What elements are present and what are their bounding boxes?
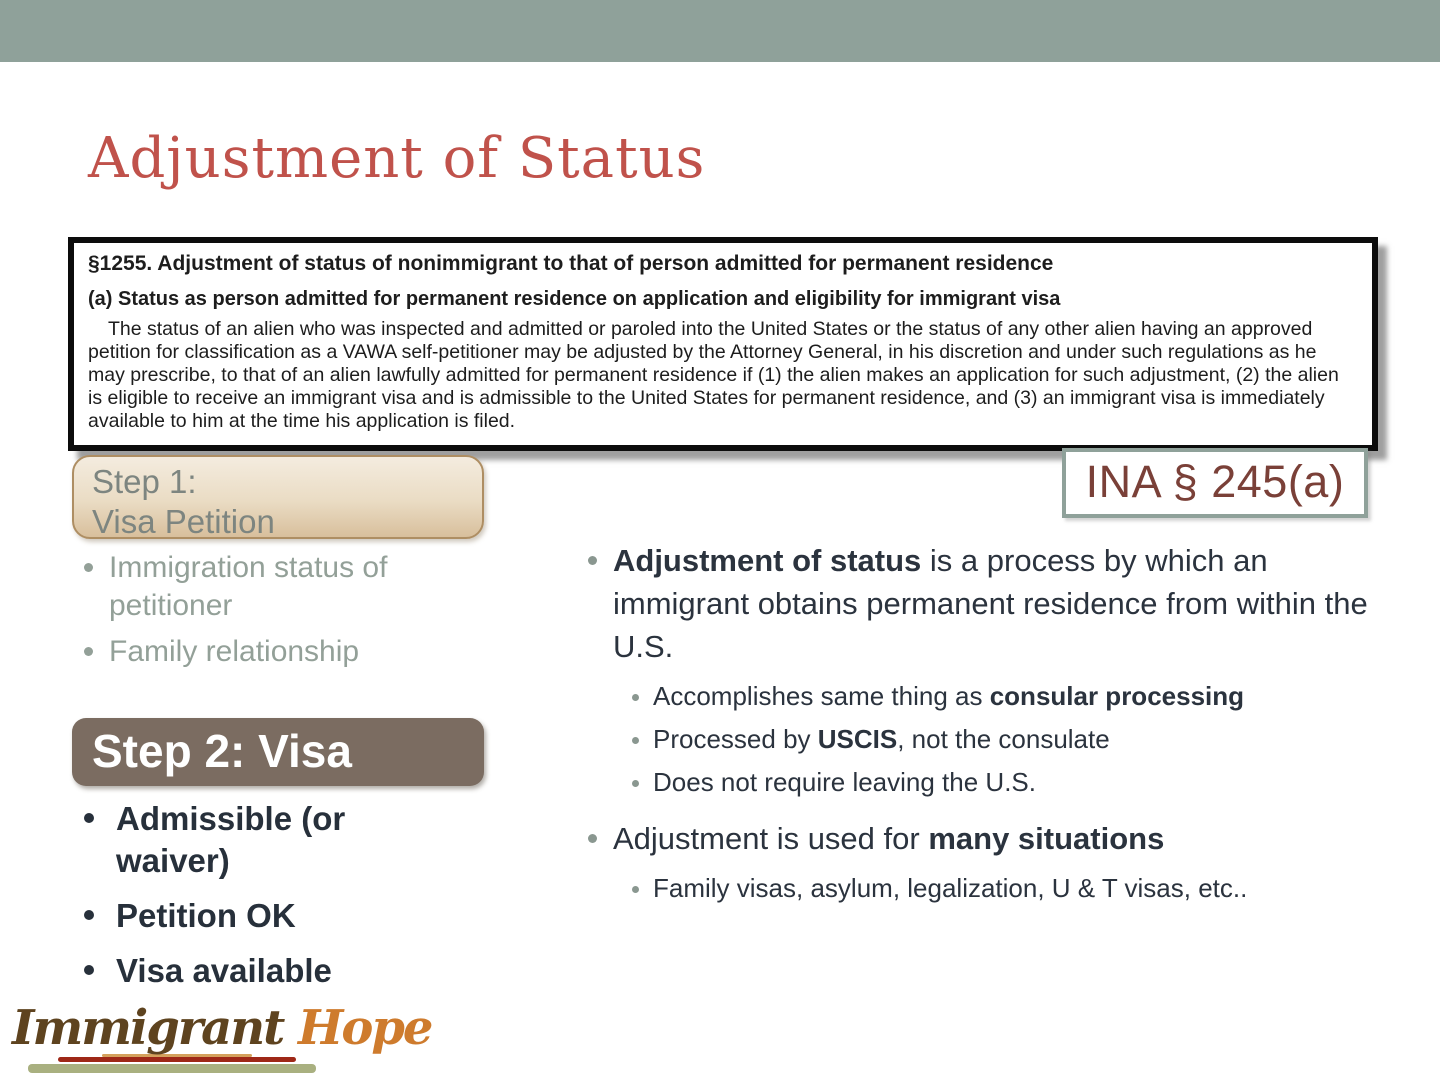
logo-text [12, 1000, 431, 1056]
step1-list [84, 549, 462, 680]
bullet-icon [84, 647, 93, 656]
text-segment: , not the consulate [897, 724, 1110, 755]
bullet-icon [84, 563, 93, 572]
bullet-icon [632, 694, 639, 701]
text-segment: Accomplishes same thing as [653, 681, 990, 712]
discussion-list [588, 540, 1390, 915]
text-segment: Processed by [653, 724, 818, 755]
discussion-point [588, 540, 1390, 668]
bullet-text: Admissible (or waiver) [116, 800, 346, 879]
point-text [613, 540, 1390, 668]
text-segment: Does not require leaving the U.S. [653, 766, 1036, 797]
step1-title-line2: Visa Petition [92, 503, 275, 541]
statute-heading: §1255. Adjustment of status of nonimmigrant to that of person admitted for permanent residence [88, 252, 1054, 275]
ina-badge: INA § 245(a) [1062, 448, 1368, 518]
list-item [632, 723, 1390, 757]
step1-title-line1: Step 1: [92, 463, 197, 500]
list-item [632, 680, 1390, 714]
step1-box [72, 455, 484, 539]
list-item [84, 950, 414, 992]
text-segment: is a process by which an immigrant obtains permanent residence from within the U.S. [613, 543, 1368, 664]
list-item [84, 798, 414, 882]
bullet-text: Petition OK [116, 896, 296, 934]
immigrant-hope-logo [12, 1000, 432, 1078]
bullet-icon [632, 886, 639, 893]
bullet-icon [84, 910, 94, 920]
text-segment-bold: consular processing [989, 681, 1245, 712]
discussion-point [588, 818, 1390, 861]
top-band [0, 0, 1440, 62]
bullet-text [653, 766, 1036, 800]
bullet-icon [84, 965, 94, 975]
statute-body: The status of an alien who was inspected and admitted or paroled into the United States or the status of any other alien having an approved petition for classification as a VAWA self-petitioner may be adjusted by the Attorney General, in his discretion and under such regulations as he may prescribe, to that of an alien lawfully admitted for permanent residence if (1) the alien makes an application for such adjustment, (2) the alien is eligible to receive an immigrant visa and is admissible to the United States for permanent residence, and (3) an immigrant visa is immediately available to him at the time his application is filed. [88, 318, 1339, 432]
list-item [84, 549, 462, 624]
step2-box: Step 2: Visa [72, 718, 484, 786]
bullet-text [653, 723, 1110, 757]
logo-underline-green [28, 1064, 316, 1073]
sub-list [588, 872, 1390, 906]
page-title: Adjustment of Status [88, 126, 706, 191]
bullet-text: Visa available [116, 951, 332, 989]
bullet-icon [588, 556, 597, 565]
logo-underline-red [58, 1057, 296, 1062]
list-item [84, 633, 462, 671]
list-item [632, 872, 1390, 906]
bullet-text [653, 680, 1244, 714]
sub-list [588, 680, 1390, 799]
text-segment-bold: Adjustment of status [613, 543, 922, 578]
bullet-text: Immigration status of petitioner [109, 551, 388, 622]
text-segment: Adjustment is used for [613, 820, 929, 856]
text-segment: Family visas, asylum, legalization, U & T visas, etc.. [653, 873, 1248, 904]
list-item [84, 895, 414, 937]
bullet-icon [84, 813, 94, 823]
step2-list [84, 798, 414, 1005]
bullet-icon [632, 780, 639, 787]
text-segment-bold: many situations [928, 820, 1165, 856]
list-item [632, 766, 1390, 800]
logo-word-immigrant: Immigrant [12, 1000, 298, 1056]
bullet-text: Family relationship [109, 635, 360, 668]
bullet-text [653, 872, 1247, 906]
text-segment-bold: USCIS [817, 724, 898, 755]
statute-box [68, 237, 1378, 451]
bullet-icon [632, 737, 639, 744]
bullet-icon [588, 834, 597, 843]
logo-word-hope: Hope [298, 1000, 432, 1056]
statute-subheading: (a) Status as person admitted for permanent residence on application and eligibility for immigrant visa [88, 288, 1061, 310]
point-text [613, 818, 1164, 861]
